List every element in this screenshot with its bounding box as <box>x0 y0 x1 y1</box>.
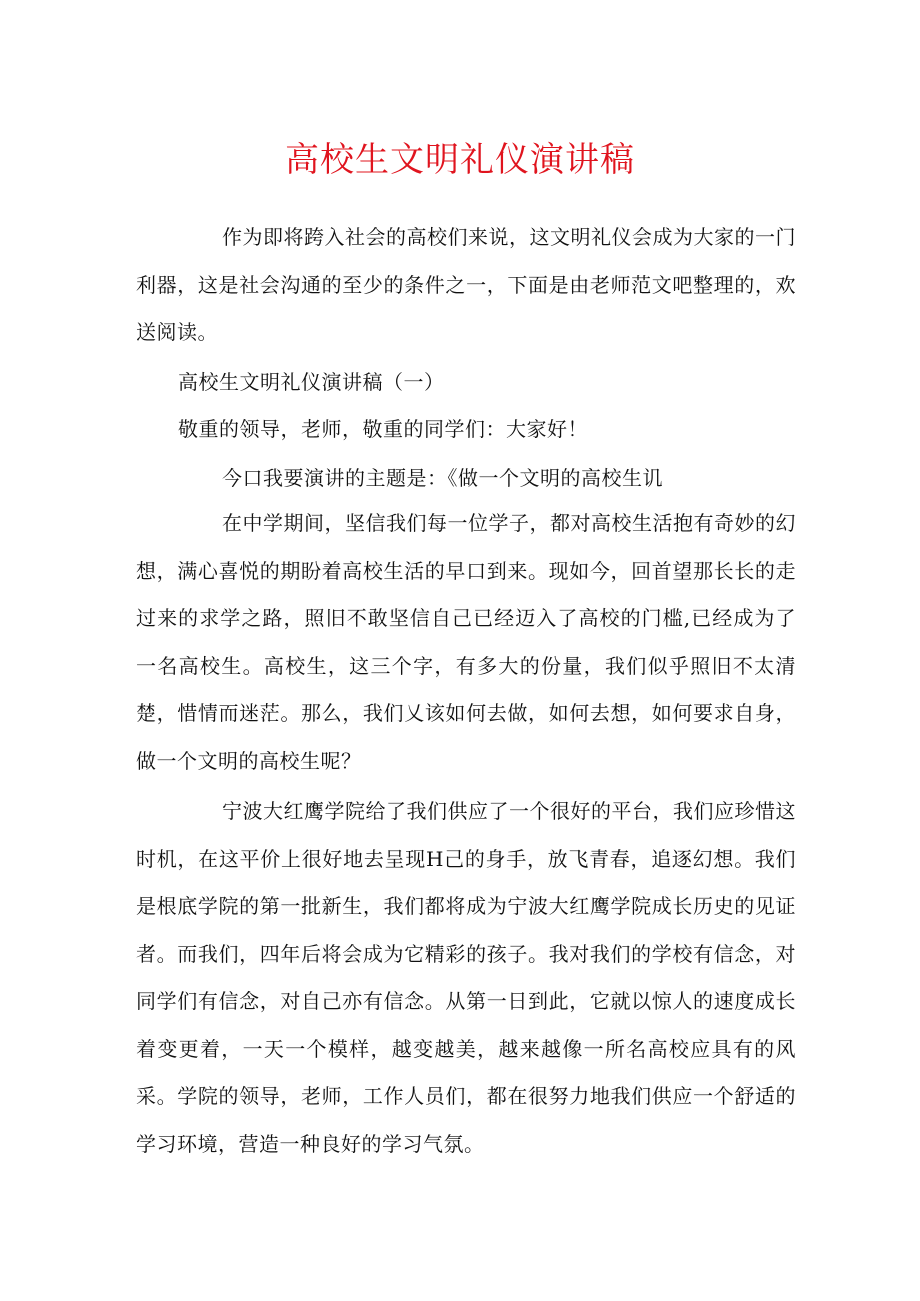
body-paragraph-2: 宁波大红鹰学院给了我们供应了一个很好的平台，我们应珍惜这时机，在这平价上很好地去呈现H己的身手，放飞青春，追逐幻想。我们是根底学院的第一批新生，我们都将成为宁波大红鹰学院成长历史的见证者。而我们，四年后将会成为它精彩的孩子。我对我们的学校有信念，对同学们有信念，对自己亦有信念。从第一日到此，它就以惊人的速度成长着变更着，一天一个模样，越变越美，越来越像一所名高校应具有的风采。学院的领导，老师，工作人员们，都在很努力地我们供应一个舒适的学习环境，营造一种良好的学习气氛。 <box>136 799 796 1156</box>
greeting-line: 敬重的领导，老师，敬重的同学们：大家好！ <box>178 417 588 441</box>
section-heading: 高校生文明礼仪演讲稿（一） <box>178 370 445 394</box>
body-paragraph-1: 在中学期间，坚信我们每一位学子，都对高校生活抱有奇妙的幻想，满心喜悦的期盼着高校生活的早口到来。现如今，回首望那长长的走过来的求学之路，照旧不敢坚信自己已经迈入了高校的门槛,已经成为了一名高校生。高校生，这三个字，有多大的份量，我们似乎照旧不太清楚，惜情而迷茫。那么，我们乂该如何去做，如何去想，如何要求自身，做一个文明的高校生呢？ <box>136 511 796 773</box>
document-title: 高校生文明礼仪演讲稿 <box>285 140 635 180</box>
intro-paragraph: 作为即将跨入社会的高校们来说，这文明礼仪会成为大家的一门利器，这是社会沟通的至少的条件之一，下面是由老师范文吧整理的，欢送阅读。 <box>136 225 796 344</box>
topic-line: 今口我要演讲的主题是：《做一个文明的高校生讥 <box>222 466 663 490</box>
